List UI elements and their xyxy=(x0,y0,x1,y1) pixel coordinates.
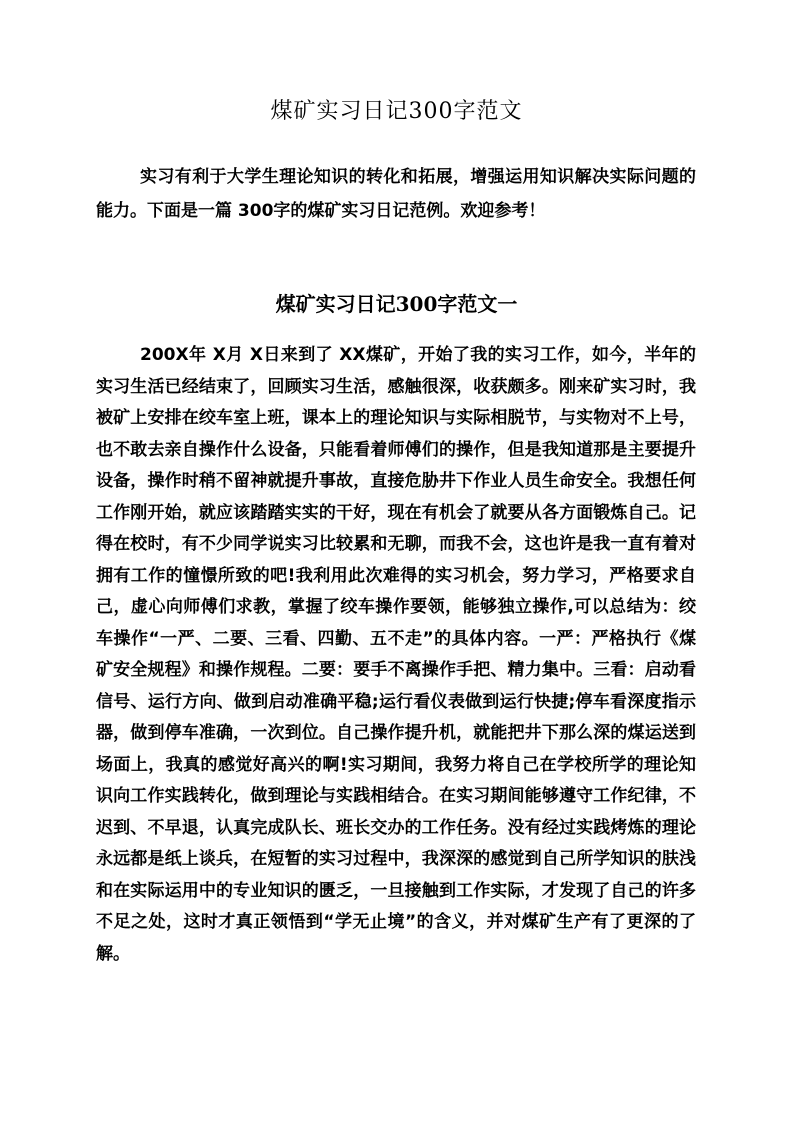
body-paragraph: 200X年 X月 X日来到了 XX煤矿，开始了我的实习工作，如今，半年的实习生活已经结束了，回顾实习生活，感触很深，收获颇多。刚来矿实习时，我被矿上安排在绞车室上班，课本上的理论知识与实际相脱节，与实物对不上号，也不敢去亲自操作什么设备，只能看着师傅们的操作，但是我知道那是主要提升设备，操作时稍不留神就提升事故，直接危胁井下作业人员生命安全。我想任何工作刚开始，就应该踏踏实实的干好，现在有机会了就要从各方面锻炼自己。记得在校时，有不少同学说实习比较累和无聊，而我不会，这也许是我一直有着对拥有工作的憧憬所致的吧!我利用此次难得的实习机会，努力学习，严格要求自己，虚心向师傅们求教，掌握了绞车操作要领，能够独立操作,可以总结为：绞车操作“一严、二要、三看、四勤、五不走”的具体内容。一严：严格执行《煤矿安全规程》和操作规程。二要：要手不离操作手把、精力集中。三看：启动看信号、运行方向、做到启动准确平稳;运行看仪表做到运行快捷;停车看深度指示器，做到停车准确，一次到位。自己操作提升机，就能把井下那么深的煤运送到场面上，我真的感觉好高兴的啊!实习期间，我努力将自己在学校所学的理论知识向工作实践转化，做到理论与实践相结合。在实习期间能够遵守工作纪律，不迟到、不早退，认真完成队长、班长交办的工作任务。没有经过实践烤炼的理论永远都是纸上谈兵，在短暂的实习过程中，我深深的感觉到自己所学知识的肤浅和在实际运用中的专业知识的匮乏，一旦接触到工作实际，才发现了自己的许多不足之处，这时才真正领悟到“学无止境”的含义，并对煤矿生产有了更深的了解。 xyxy=(96,345,696,964)
section-title: 煤矿实习日记300字范文一 xyxy=(275,292,518,316)
intro-paragraph: 实习有利于大学生理论知识的转化和拓展，增强运用知识解决实际问题的能力。下面是一篇 300字的煤矿实习日记范例。欢迎参考！ xyxy=(96,167,696,221)
document-title: 煤矿实习日记300字范文 xyxy=(270,99,523,124)
